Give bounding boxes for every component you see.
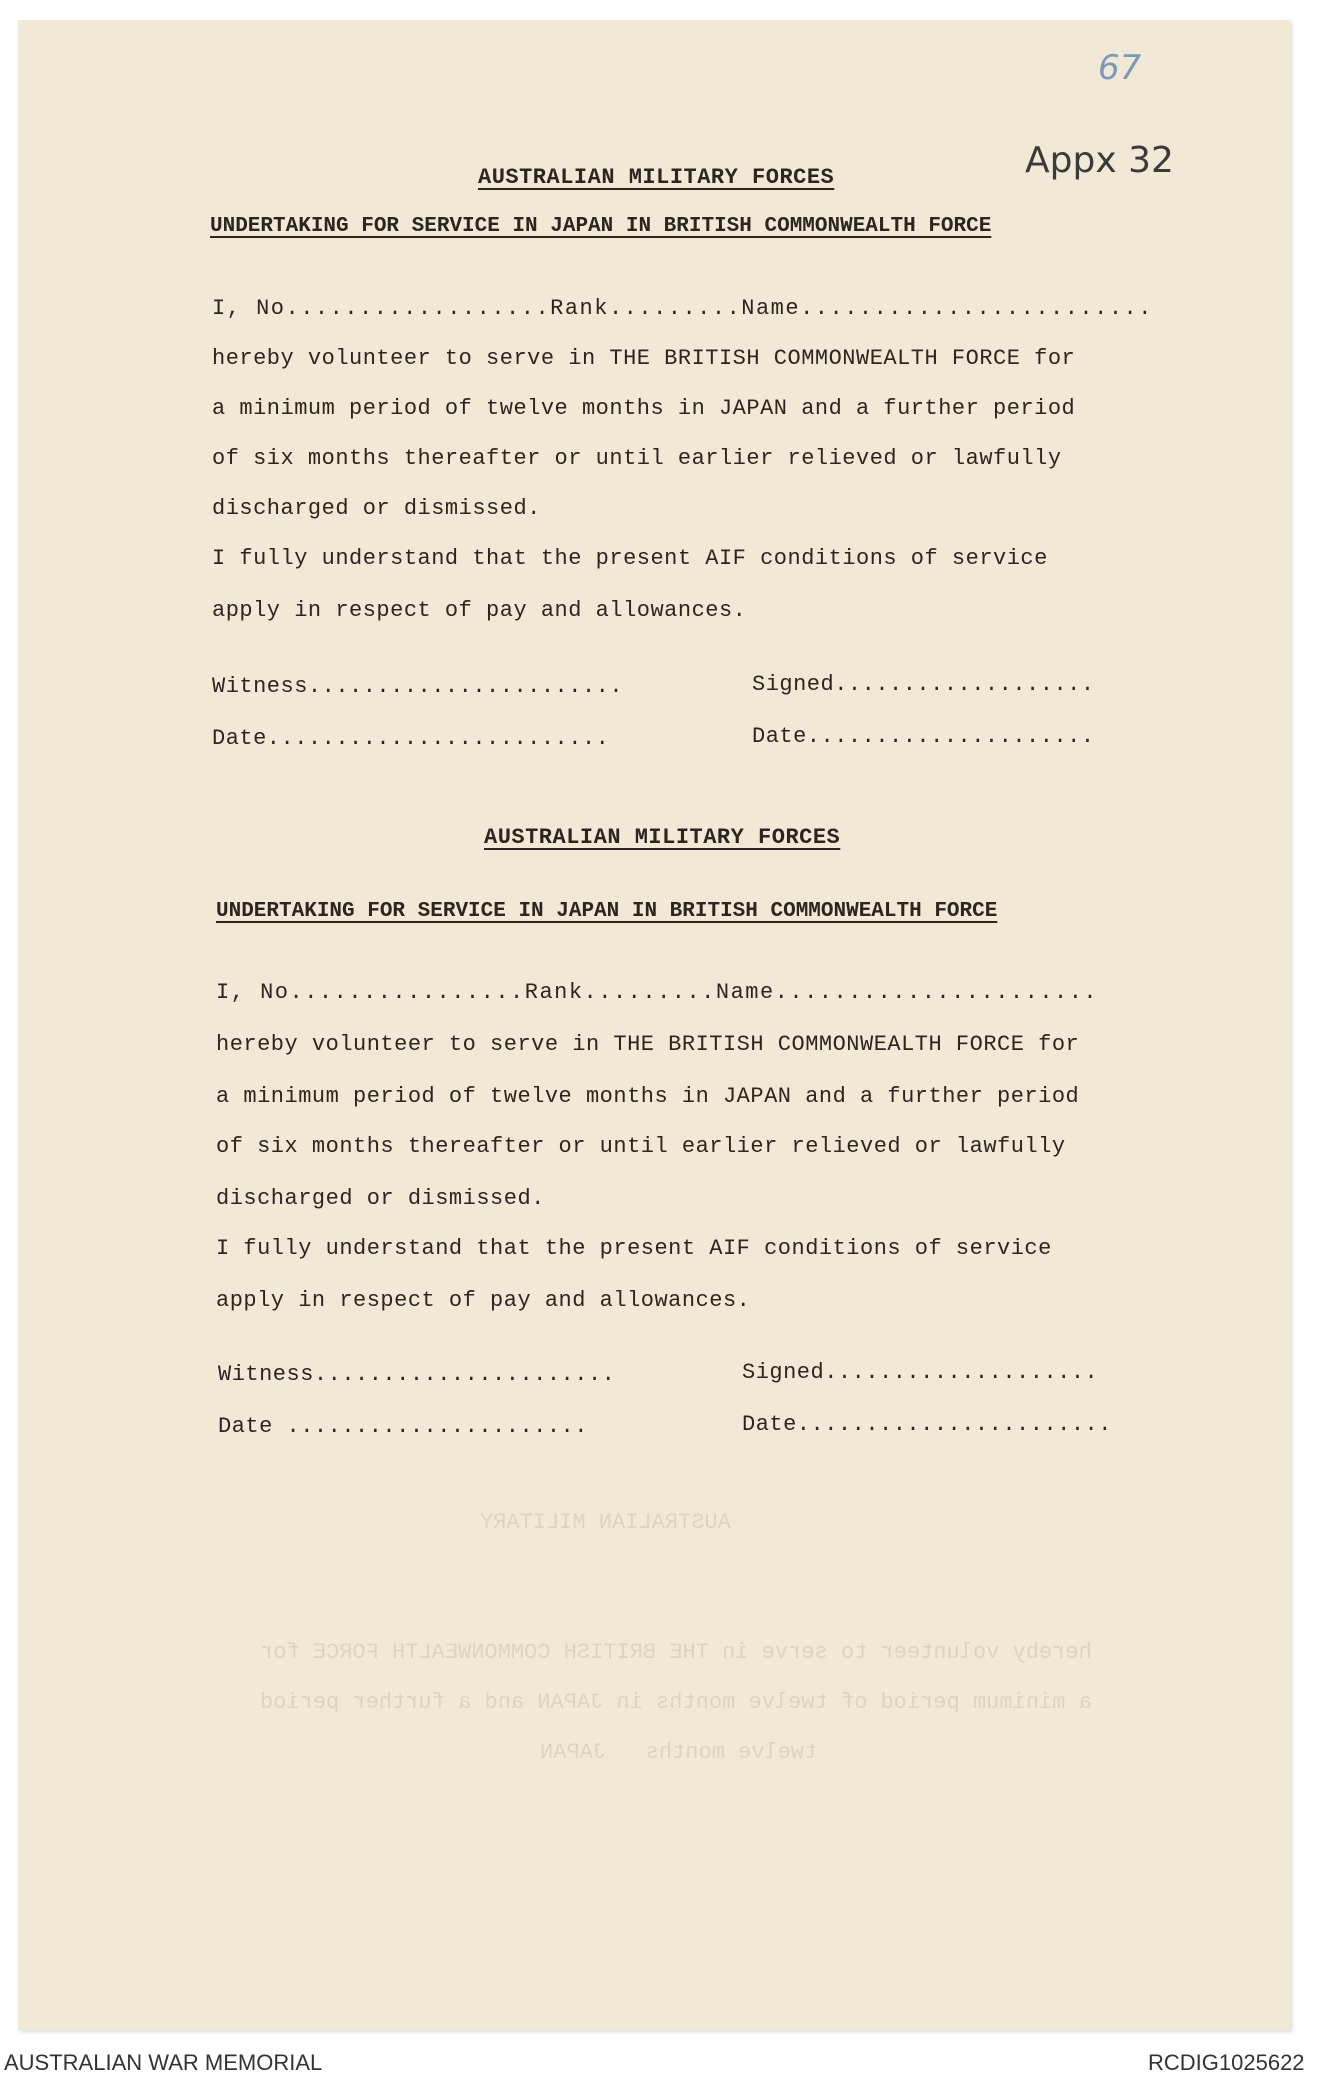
org-heading: AUSTRALIAN MILITARY FORCES bbox=[484, 825, 841, 850]
paragraph-1-line-3: of six months thereafter or until earlier relieved or lawfully bbox=[212, 446, 1062, 471]
form-title: UNDERTAKING FOR SERVICE IN JAPAN IN BRITISH COMMONWEALTH FORCE bbox=[216, 900, 998, 923]
paragraph-1-line-4: discharged or dismissed. bbox=[212, 496, 541, 521]
witness-line: Witness....................... bbox=[212, 674, 624, 699]
paragraph-1-line-4: discharged or dismissed. bbox=[216, 1186, 545, 1211]
signed-line: Signed.................... bbox=[742, 1360, 1099, 1385]
appendix-label: Appx 32 bbox=[1025, 140, 1174, 181]
date-left-line: Date ...................... bbox=[218, 1414, 588, 1439]
id-line: I, No..................Rank.........Name........................ bbox=[212, 296, 1153, 321]
paragraph-1-line-2: a minimum period of twelve months in JAPAN and a further period bbox=[212, 396, 1076, 421]
footer-credit: AUSTRALIAN WAR MEMORIAL bbox=[4, 2050, 323, 2075]
paragraph-1-line-1: hereby volunteer to serve in THE BRITISH COMMONWEALTH FORCE for bbox=[216, 1032, 1080, 1057]
folio-number: 67 bbox=[1098, 48, 1142, 88]
date-right-line: Date..................... bbox=[752, 724, 1095, 749]
paragraph-2-line-2: apply in respect of pay and allowances. bbox=[216, 1288, 751, 1313]
witness-line: Witness...................... bbox=[218, 1362, 616, 1387]
org-heading: AUSTRALIAN MILITARY FORCES bbox=[478, 165, 835, 190]
paragraph-1-line-3: of six months thereafter or until earlier relieved or lawfully bbox=[216, 1134, 1066, 1159]
paragraph-2-line-1: I fully understand that the present AIF conditions of service bbox=[216, 1236, 1052, 1261]
paragraph-1-line-2: a minimum period of twelve months in JAPAN and a further period bbox=[216, 1084, 1080, 1109]
paragraph-1-line-1: hereby volunteer to serve in THE BRITISH COMMONWEALTH FORCE for bbox=[212, 346, 1076, 371]
signed-line: Signed................... bbox=[752, 672, 1095, 697]
date-left-line: Date......................... bbox=[212, 726, 610, 751]
document-page bbox=[18, 20, 1290, 2030]
paragraph-2-line-2: apply in respect of pay and allowances. bbox=[212, 598, 747, 623]
paragraph-2-line-1: I fully understand that the present AIF conditions of service bbox=[212, 546, 1048, 571]
form-title: UNDERTAKING FOR SERVICE IN JAPAN IN BRITISH COMMONWEALTH FORCE bbox=[210, 215, 992, 238]
id-line: I, No................Rank.........Name...................... bbox=[216, 980, 1099, 1005]
date-right-line: Date....................... bbox=[742, 1412, 1112, 1437]
footer-record-id: RCDIG1025622 bbox=[1148, 2050, 1305, 2075]
